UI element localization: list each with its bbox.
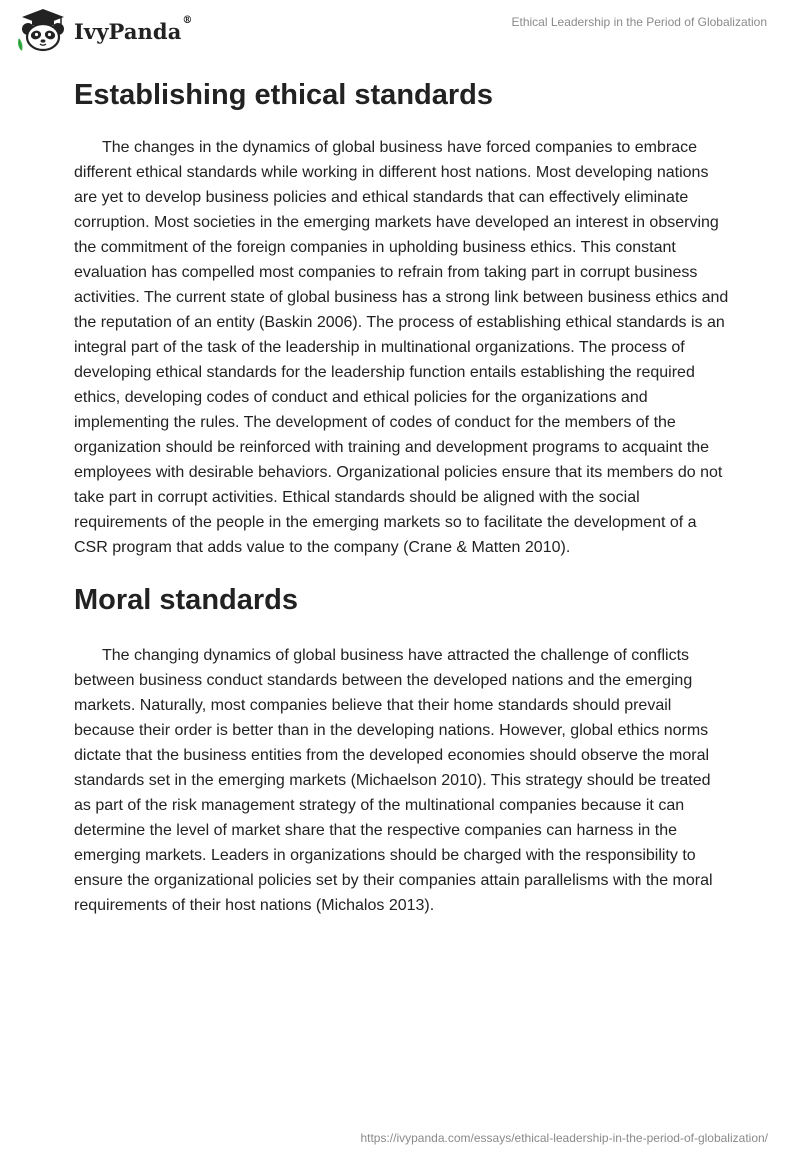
source-url[interactable]: https://ivypanda.com/essays/ethical-leadership-in-the-period-of-globalization/ — [360, 1131, 768, 1145]
page-header — [0, 0, 800, 60]
section-heading-establishing-ethical-standards: Establishing ethical standards — [74, 79, 493, 111]
section-paragraph-establishing-ethical-standards: The changes in the dynamics of global business have forced companies to embrace different ethical standards while working in different host nations. Most developing nations are yet to develop business policies and ethical standards that can effectively eliminate corruption. Most societies in the emerging markets have developed an interest in observing the commitment of the foreign companies in upholding business ethics. This constant evaluation has compelled most companies to refrain from taking part in corrupt business activities. The current state of global business has a strong link between business ethics and the reputation of an entity (Baskin 2006). The process of establishing ethical standards is an integral part of the task of the leadership in multinational organizations. The process of developing ethical standards for the leadership function entails establishing the required ethics, developing codes of conduct and ethical policies for the organizations and implementing the rules. The development of codes of conduct for the members of the organization should be reinforced with training and development programs to acquaint the employees with desirable behaviors. Organizational policies ensure that its members do not take part in corrupt activities. Ethical standards should be aligned with the social requirements of the people in the emerging markets so to facilitate the development of a CSR program that adds value to the company (Crane & Matten 2010). — [74, 139, 729, 556]
ivypanda-logo[interactable] — [14, 8, 193, 52]
section-paragraph-moral-standards: The changing dynamics of global business have attracted the challenge of conflicts between business conduct standards between the developed nations and the emerging markets. Naturally, most companies believe that their home standards should prevail because their order is better than in the developing nations. However, global ethics norms dictate that the business entities from the developed economies should observe the moral standards set in the emerging markets (Michaelson 2010). This strategy should be treated as part of the risk management strategy of the multinational companies because it can determine the level of market share that the respective companies can harness in the emerging markets. Leaders in organizations should be charged with the responsibility to ensure the organizational policies set by their companies attain parallelisms with the moral requirements of their host nations (Michalos 2013). — [74, 647, 713, 914]
registered-mark: ® — [182, 14, 193, 26]
essay-content — [74, 66, 730, 918]
panda-graduate-icon — [14, 8, 72, 52]
brand-name: IvyPanda® — [74, 14, 193, 44]
document-title: Ethical Leadership in the Period of Globalization — [511, 15, 767, 29]
section-heading-moral-standards: Moral standards — [74, 584, 298, 616]
